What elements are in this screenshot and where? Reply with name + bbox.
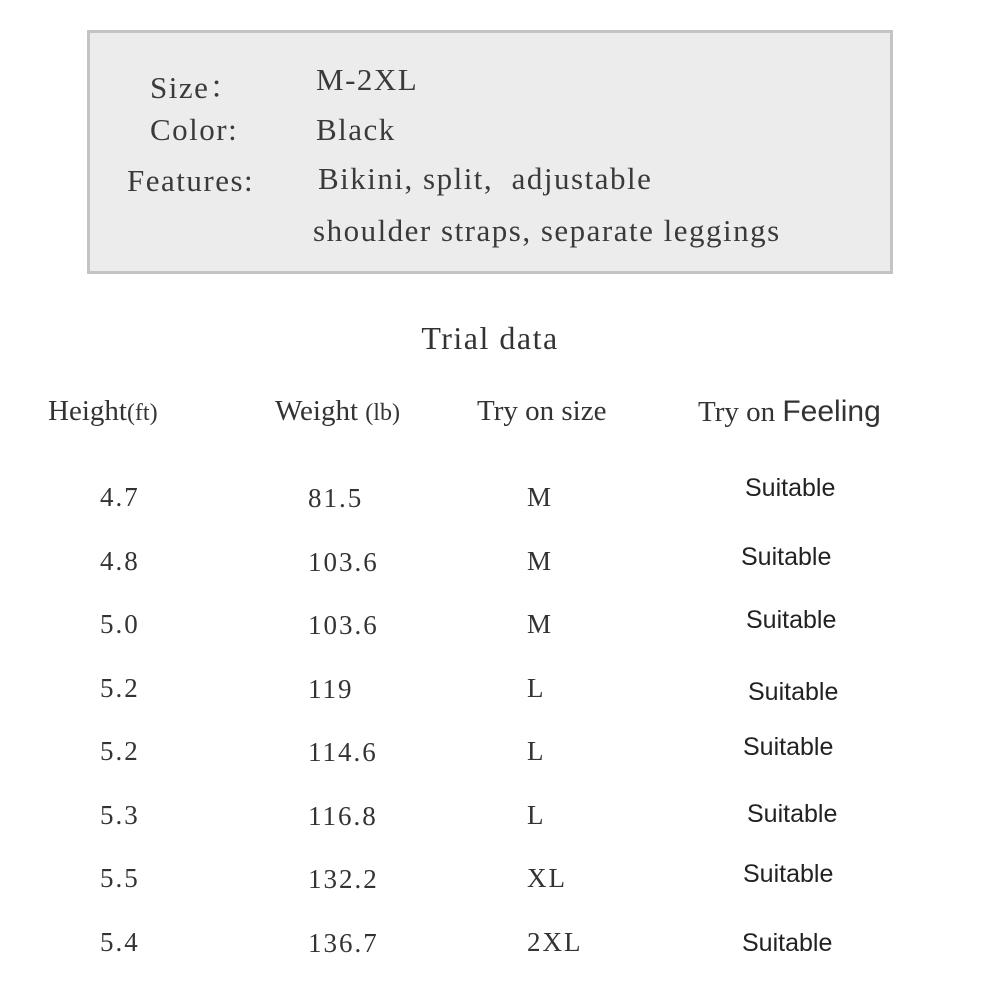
size-cell: M [527,546,554,576]
feeling-cell: Suitable [747,800,838,828]
weight-header-unit: (lb) [365,400,400,426]
feeling-header-part1: Try on [698,396,776,428]
feeling-cell: Suitable [746,606,837,634]
feeling-cell: Suitable [743,733,834,761]
size-value: M-2XL [316,62,419,97]
height-cell: 5.2 [100,736,140,766]
weight-cell: 119 [308,674,354,704]
size-header: Try on size [477,395,607,427]
height-header-unit: (ft) [126,400,158,426]
color-value: Black [316,112,396,147]
features-value-line2: shoulder straps, separate leggings [313,213,781,248]
size-cell: XL [527,863,567,893]
weight-cell: 103.6 [308,547,379,577]
weight-cell: 116.8 [308,801,378,831]
color-label: Color: [150,112,239,147]
weight-cell: 103.6 [308,610,379,640]
weight-cell: 81.5 [308,483,364,513]
weight-cell: 114.6 [308,737,378,767]
trial-data-title: Trial data [421,320,559,356]
features-label: Features: [127,163,255,198]
weight-cell: 132.2 [308,864,379,894]
size-cell: M [527,609,554,639]
features-value-line1: Bikini, split, adjustable [318,161,653,196]
height-cell: 5.0 [100,609,140,639]
feeling-header [698,395,881,429]
size-cell: L [527,673,546,703]
feeling-cell: Suitable [741,543,832,571]
size-cell: L [527,800,546,830]
height-cell: 5.5 [100,863,140,893]
feeling-cell: Suitable [745,474,836,502]
weight-header-label: Weight [275,395,359,427]
feeling-cell: Suitable [748,678,839,706]
feeling-cell: Suitable [743,860,834,888]
size-cell: 2XL [527,927,583,957]
size-cell: M [527,482,554,512]
height-cell: 5.2 [100,673,140,703]
size-cell: L [527,736,546,766]
size-label: Size： [150,70,242,105]
weight-header [275,395,400,428]
height-cell: 4.8 [100,546,140,576]
height-cell: 5.3 [100,800,140,830]
height-cell: 5.4 [100,927,140,957]
height-header-label: Height [48,395,127,427]
height-header [48,395,158,428]
weight-cell: 136.7 [308,928,379,958]
feeling-header-part2: Feeling [782,395,881,428]
height-cell: 4.7 [100,482,140,512]
feeling-cell: Suitable [742,929,833,957]
